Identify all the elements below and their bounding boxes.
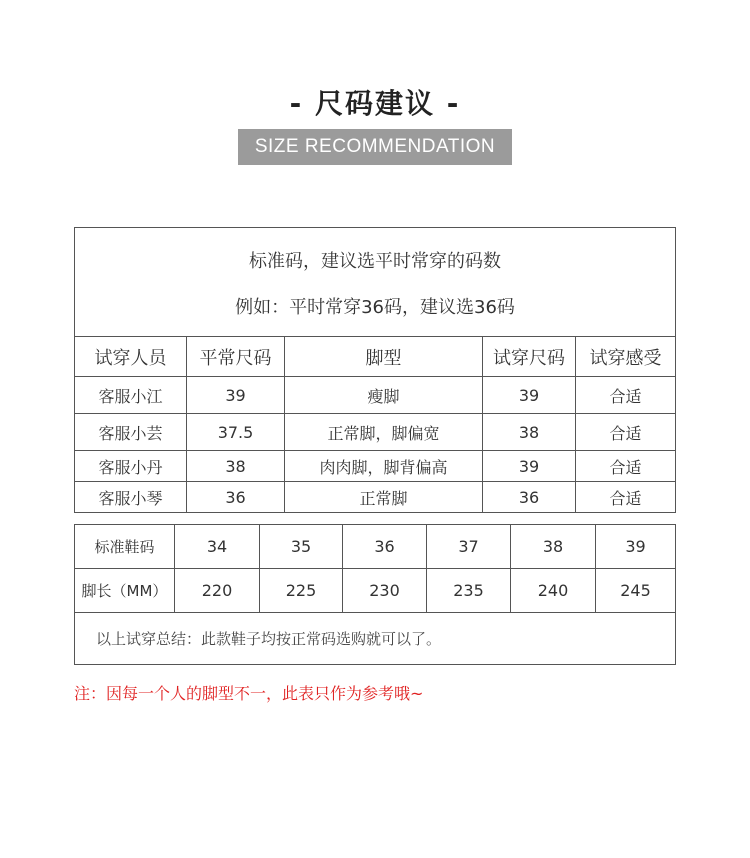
header-cell: 试穿人员 — [75, 337, 187, 377]
summary-row — [75, 613, 676, 665]
table-row — [75, 482, 676, 513]
table-cell: 肉肉脚，脚背偏高 — [285, 451, 483, 482]
header-cell: 试穿尺码 — [483, 337, 576, 377]
intro-line-2: 例如：平时常穿36码，建议选36码 — [235, 297, 515, 318]
table-cell: 合适 — [576, 451, 676, 482]
table-cell: 合适 — [576, 377, 676, 414]
table-cell: 客服小江 — [75, 377, 187, 414]
page-title: - 尺码建议 - — [289, 87, 461, 120]
intro-line-1: 标准码，建议选平时常穿的码数 — [249, 251, 502, 272]
table-cell: 39 — [187, 377, 285, 414]
header-cell: 脚型 — [285, 337, 483, 377]
header-cell: 平常尺码 — [187, 337, 285, 377]
table-cell: 38 — [483, 414, 576, 451]
length-value: 230 — [343, 569, 427, 613]
table-header-row — [75, 337, 676, 377]
table-cell: 正常脚 — [285, 482, 483, 513]
summary-note: 以上试穿总结：此款鞋子均按正常码选购就可以了。 — [75, 613, 676, 665]
length-value: 235 — [427, 569, 511, 613]
table-cell: 客服小芸 — [75, 414, 187, 451]
size-value: 39 — [596, 525, 676, 569]
table-cell: 39 — [483, 377, 576, 414]
length-row — [75, 569, 676, 613]
length-value: 245 — [596, 569, 676, 613]
footnote: 注：因每一个人的脚型不一，此表只作为参考哦~ — [74, 684, 424, 703]
table-row — [75, 451, 676, 482]
table-cell: 客服小丹 — [75, 451, 187, 482]
length-label: 脚长（MM） — [75, 569, 175, 613]
table-cell: 38 — [187, 451, 285, 482]
length-value: 220 — [175, 569, 260, 613]
table-row — [75, 377, 676, 414]
table-cell: 瘦脚 — [285, 377, 483, 414]
size-table — [74, 524, 676, 665]
fit-table — [74, 227, 676, 513]
size-label: 标准鞋码 — [75, 525, 175, 569]
table-cell: 39 — [483, 451, 576, 482]
header-cell: 试穿感受 — [576, 337, 676, 377]
size-value: 35 — [260, 525, 343, 569]
length-value: 225 — [260, 569, 343, 613]
size-value: 34 — [175, 525, 260, 569]
table-cell: 合适 — [576, 482, 676, 513]
size-value: 37 — [427, 525, 511, 569]
table-cell: 合适 — [576, 414, 676, 451]
table-row — [75, 414, 676, 451]
page-subtitle: SIZE RECOMMENDATION — [238, 129, 512, 165]
size-row — [75, 525, 676, 569]
table-cell: 正常脚，脚偏宽 — [285, 414, 483, 451]
size-value: 38 — [511, 525, 596, 569]
table-cell: 36 — [483, 482, 576, 513]
intro-cell — [75, 228, 676, 337]
size-value: 36 — [343, 525, 427, 569]
table-cell: 36 — [187, 482, 285, 513]
length-value: 240 — [511, 569, 596, 613]
table-cell: 37.5 — [187, 414, 285, 451]
table-cell: 客服小琴 — [75, 482, 187, 513]
